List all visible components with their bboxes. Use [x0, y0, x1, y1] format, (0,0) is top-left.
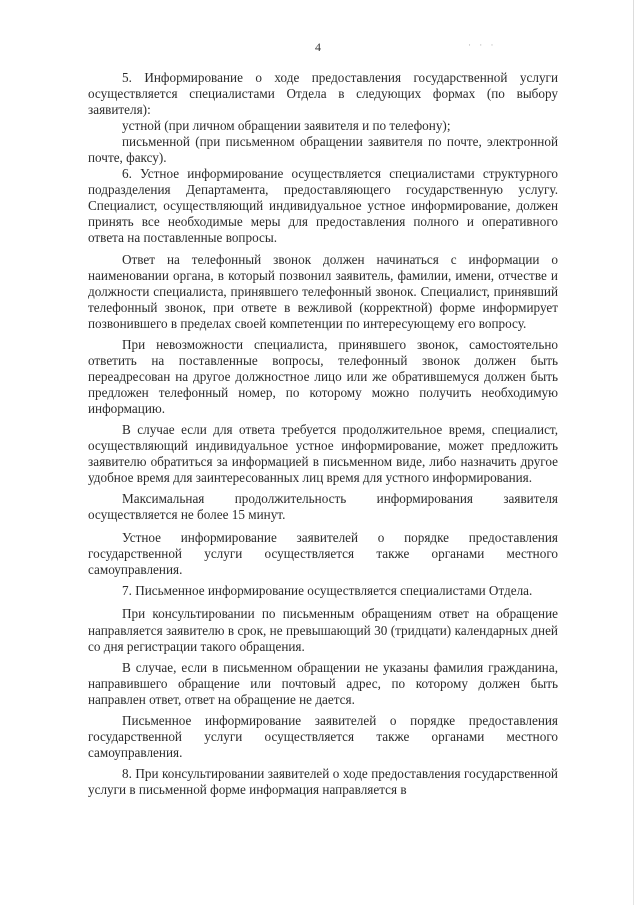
paragraph-max-duration: Максимальная продолжительность информирования заявителя осуществляется не более 15 минут. — [88, 491, 558, 523]
paragraph-6-oral-info: 6. Устное информирование осуществляется специалистами структурного подразделения Департамента, предоставляющего государственную услугу. Специалист, осуществляющий индивидуальное устное информирование, должен принять все необходимые меры для предоставления полного и оперативного ответа на поставленные вопросы. — [88, 166, 558, 246]
paragraph-local-oral: Устное информирование заявителей о порядке предоставления государственной услуги осуществляется также органами местного самоуправления. — [88, 530, 558, 578]
paragraph-5-intro: 5. Информирование о ходе предоставления государственной услуги осуществляется специалистами Отдела в следующих формах (по выбору заявителя): — [88, 70, 558, 118]
paragraph-8-consulting: 8. При консультировании заявителей о ходе предоставления государственной услуги в письменной форме информация направляется в — [88, 765, 558, 797]
paragraph-oral-form: устной (при личном обращении заявителя и по телефону); — [122, 118, 451, 134]
paragraph-written-form: письменной (при письменном обращении заявителя по почте, электронной почте, факсу). — [88, 134, 558, 166]
scan-edge-line — [633, 0, 634, 905]
paragraph-7-written-info: 7. Письменное информирование осуществляется специалистами Отдела. — [122, 583, 533, 599]
paragraph-long-answer: В случае если для ответа требуется продолжительное время, специалист, осуществляющий индивидуальное устное информирование, может предложить заявителю обратиться за информацией в письменном виде, либо назначить другое удобное время для заинтересованных лиц время для устного информирования. — [88, 421, 558, 486]
paragraph-redirect: При невозможности специалиста, принявшего звонок, самостоятельно ответить на поставленные вопросы, телефонный звонок должен быть переадресован на другое должностное лицо или же обратившемуся должен быть предложен телефонный номер, по которому можно получить необходимую информацию. — [88, 336, 558, 416]
page-number: 4 — [315, 40, 321, 54]
scan-corner-mark: · · · — [468, 40, 497, 50]
paragraph-no-answer: В случае, если в письменном обращении не указаны фамилия гражданина, направившего обращение или почтовый адрес, по которому должен быть направлен ответ, ответ на обращение не дается. — [88, 659, 558, 707]
paragraph-local-written: Письменное информирование заявителей о порядке предоставления государственной услуги осуществляется также органами местного самоуправления. — [88, 712, 558, 760]
paragraph-written-deadline: При консультировании по письменным обращениям ответ на обращение направляется заявителю в срок, не превышающий 30 (тридцати) календарных дней со дня регистрации такого обращения. — [88, 606, 558, 654]
document-body — [88, 70, 558, 798]
paragraph-phone-answer: Ответ на телефонный звонок должен начинаться с информации о наименовании органа, в который позвонил заявитель, фамилии, имени, отчестве и должности специалиста, принявшего телефонный звонок. Специалист, принявший телефонный звонок, при ответе в вежливой (корректной) форме информирует позвонившего в пределах своей компетенции по интересующему его вопросу. — [88, 251, 558, 331]
